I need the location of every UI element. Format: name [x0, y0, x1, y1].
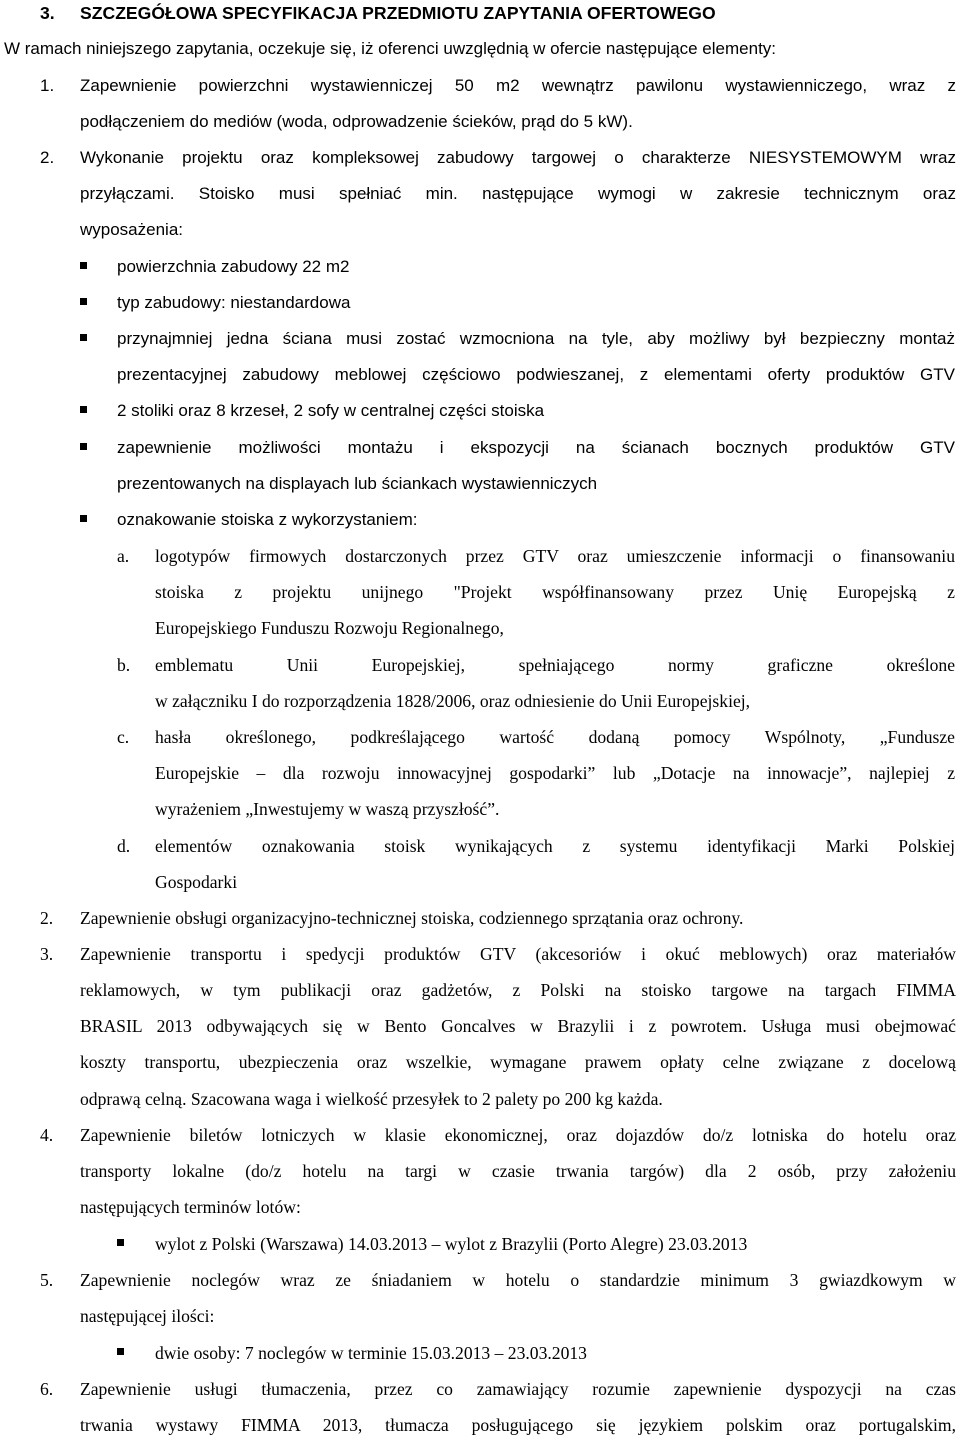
bullet-item: oznakowanie stoiska z wykorzystaniem: — [117, 510, 418, 529]
item-2-line-2: przyłączami. Stoisko musi spełniać min. następujące wymogi w zakresie technicznym oraz — [80, 184, 956, 203]
section-title: SZCZEGÓŁOWA SPECYFIKACJA PRZEDMIOTU ZAPYTANIA OFERTOWEGO — [80, 3, 716, 23]
sub-item-b-line-1: emblematu Unii Europejskiej, spełniającego normy graficzne określone — [155, 655, 955, 675]
bullet-marker — [80, 334, 87, 341]
section-number: 3. — [40, 3, 55, 23]
item-1-line-1: Zapewnienie powierzchni wystawienniczej 50 m2 wewnątrz pawilonu wystawienniczego, wraz z — [80, 76, 956, 95]
item-6-line-2: trwania wystawy FIMMA 2013, tłumacza posługującego się językiem polskim oraz portugalskim, — [80, 1415, 956, 1435]
bullet-item: powierzchnia zabudowy 22 m2 — [117, 257, 350, 276]
sub-item-d-label: d. — [117, 836, 131, 856]
item-4-line-3: następujących terminów lotów: — [80, 1197, 301, 1217]
sub-item-c-line-2: Europejskie – dla rozwoju innowacyjnej gospodarki” lub „Dotacje na innowacje”, najlepiej z — [155, 763, 955, 783]
sub-item-d-line-2: Gospodarki — [155, 872, 238, 892]
bullet-item: 2 stoliki oraz 8 krzeseł, 2 sofy w centralnej części stoiska — [117, 401, 545, 420]
bullet-marker — [117, 1348, 124, 1355]
item-2-line-1: Wykonanie projektu oraz kompleksowej zabudowy targowej o charakterze NIESYSTEMOWYM wraz — [80, 148, 956, 167]
bullet-item: typ zabudowy: niestandardowa — [117, 293, 351, 312]
item-3-line-1: Zapewnienie transportu i spedycji produktów GTV (akcesoriów i okuć meblowych) oraz materiałów — [80, 944, 956, 964]
item-3-line-2: reklamowych, w tym publikacji oraz gadżetów, z Polski na stoisko targowe na targach FIMMA — [80, 980, 956, 1000]
item-5-bullet: dwie osoby: 7 noclegów w terminie 15.03.2013 – 23.03.2013 — [155, 1343, 587, 1363]
item-2b-number: 2. — [40, 908, 54, 928]
sub-item-c-label: c. — [117, 727, 130, 747]
item-4-number: 4. — [40, 1125, 54, 1145]
sub-item-c-line-3: wyrażeniem „Inwestujemy w waszą przyszłość”. — [155, 799, 500, 819]
sub-item-d-line-1: elementów oznakowania stoisk wynikających z systemu identyfikacji Marki Polskiej — [155, 836, 955, 856]
item-1-number: 1. — [40, 76, 55, 95]
item-1-line-2: podłączeniem do mediów (woda, odprowadzenie ścieków, prąd do 5 kW). — [80, 112, 633, 131]
bullet-marker — [117, 1239, 124, 1246]
item-3-line-5: odprawą celną. Szacowana waga i wielkość przesyłek to 2 palety po 200 kg każda. — [80, 1089, 663, 1109]
item-6-number: 6. — [40, 1379, 54, 1399]
bullet-marker — [80, 406, 87, 413]
item-6-line-1: Zapewnienie usługi tłumaczenia, przez co zamawiający rozumie zapewnienie dyspozycji na czas — [80, 1379, 956, 1399]
item-4-bullet: wylot z Polski (Warszawa) 14.03.2013 – wylot z Brazylii (Porto Alegre) 23.03.2013 — [155, 1234, 748, 1254]
item-5-line-2: następującej ilości: — [80, 1306, 215, 1326]
sub-item-b-label: b. — [117, 655, 131, 675]
bullet-marker — [80, 515, 87, 522]
item-2b-line-1: Zapewnienie obsługi organizacyjno-technicznej stoiska, codziennego sprzątania oraz ochrony. — [80, 908, 744, 928]
item-3-line-4: koszty transportu, ubezpieczenia oraz wszelkie, wymagane prawem opłaty celne związane z docelową — [80, 1052, 956, 1072]
item-3-line-3: BRASIL 2013 odbywających się w Bento Goncalves w Brazylii i z powrotem. Usługa musi obejmować — [80, 1016, 956, 1036]
item-5-line-1: Zapewnienie noclegów wraz ze śniadaniem w hotelu o standardzie minimum 3 gwiazdkowym w — [80, 1270, 956, 1290]
bullet-marker — [80, 262, 87, 269]
item-5-number: 5. — [40, 1270, 54, 1290]
bullet-marker — [80, 298, 87, 305]
bullet-marker — [80, 443, 87, 450]
item-2-number: 2. — [40, 148, 55, 167]
item-4-line-2: transporty lokalne (do/z hotelu na targi w czasie trwania targów) dla 2 osób, przy założeniu — [80, 1161, 956, 1181]
item-3-number: 3. — [40, 944, 54, 964]
sub-item-b-line-2: w załączniku I do rozporządzenia 1828/2006, oraz odniesienie do Unii Europejskiej, — [155, 691, 751, 711]
sub-item-c-line-1: hasła określonego, podkreślającego wartość dodaną pomocy Wspólnoty, „Fundusze — [155, 727, 955, 747]
bullet-item-continuation: prezentacyjnej zabudowy meblowej częściowo podwieszanej, z elementami oferty produktów GTV — [117, 365, 955, 384]
intro-text: W ramach niniejszego zapytania, oczekuje się, iż oferenci uwzględnią w ofercie następujące elementy: — [4, 39, 777, 58]
bullet-item: przynajmniej jedna ściana musi zostać wzmocniona na tyle, aby możliwy był bezpieczny montaż — [117, 329, 955, 348]
bullet-item: zapewnienie możliwości montażu i ekspozycji na ścianach bocznych produktów GTV — [117, 438, 955, 457]
sub-item-a-line-1: logotypów firmowych dostarczonych przez GTV oraz umieszczenie informacji o finansowaniu — [155, 546, 955, 566]
sub-item-a-line-2: stoiska z projektu unijnego "Projekt współfinansowany przez Unię Europejską z — [155, 582, 955, 602]
sub-item-a-line-3: Europejskiego Funduszu Rozwoju Regionalnego, — [155, 618, 504, 638]
item-4-line-1: Zapewnienie biletów lotniczych w klasie ekonomicznej, oraz dojazdów do/z lotniska do hotelu oraz — [80, 1125, 956, 1145]
sub-item-a-label: a. — [117, 546, 130, 566]
item-2-line-3: wyposażenia: — [80, 220, 184, 239]
bullet-item-continuation: prezentowanych na displayach lub ściankach wystawienniczych — [117, 474, 598, 493]
